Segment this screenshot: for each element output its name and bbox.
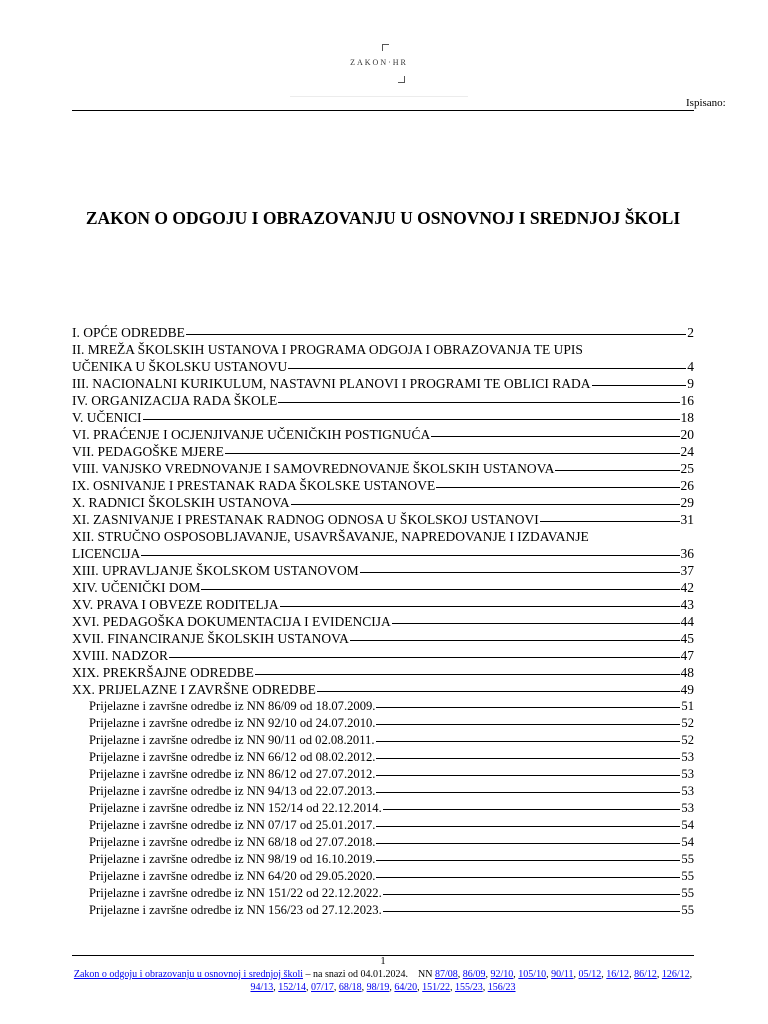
toc-entry-title: III. NACIONALNI KURIKULUM, NASTAVNI PLANOVI I PROGRAMI TE OBLICI RADA — [72, 376, 591, 391]
toc-leader — [592, 385, 687, 386]
toc-entry-title: X. RADNICI ŠKOLSKIH USTANOVA — [72, 495, 290, 510]
toc-entry[interactable] — [72, 545, 694, 562]
toc-page-number: 47 — [680, 648, 694, 663]
toc-page-number: 53 — [681, 801, 694, 815]
toc-page-number: 51 — [681, 699, 694, 713]
toc-leader — [360, 572, 680, 573]
toc-subentry[interactable] — [72, 749, 694, 766]
toc-entry-title: Prijelazne i završne odredbe iz NN 98/19 od 16.10.2019. — [89, 852, 376, 866]
toc-entry[interactable] — [72, 681, 694, 698]
toc-entry-title: Prijelazne i završne odredbe iz NN 90/11 od 02.08.2011. — [89, 733, 375, 747]
toc-entry-title: Prijelazne i završne odredbe iz NN 151/22 od 22.12.2022. — [89, 886, 382, 900]
toc-entry[interactable] — [72, 443, 694, 460]
toc-leader — [376, 826, 680, 827]
toc-leader — [376, 877, 680, 878]
toc-leader — [383, 809, 681, 810]
toc-page-number: 53 — [681, 750, 694, 764]
table-of-contents — [72, 324, 694, 919]
toc-entry-title: XIV. UČENIČKI DOM — [72, 580, 201, 595]
toc-subentry[interactable] — [72, 698, 694, 715]
toc-subentry[interactable] — [72, 834, 694, 851]
toc-leader — [317, 691, 680, 692]
toc-subentry[interactable] — [72, 851, 694, 868]
toc-leader — [555, 470, 679, 471]
toc-page-number: 18 — [680, 410, 694, 425]
toc-entry[interactable] — [72, 647, 694, 664]
toc-entry-title: Prijelazne i završne odredbe iz NN 86/09 od 18.07.2009. — [89, 699, 376, 713]
toc-entry-title: UČENIKA U ŠKOLSKU USTANOVU — [72, 359, 288, 374]
toc-leader — [291, 504, 680, 505]
logo-corner-mark-top — [382, 44, 389, 51]
title-text: ZAKON O ODGOJU I OBRAZOVANJU U OSNOVNOJ I SREDNJOJ ŠKOLI — [85, 208, 681, 228]
toc-page-number: 52 — [681, 716, 694, 730]
toc-page-number: 9 — [687, 376, 694, 391]
toc-entry[interactable] — [72, 664, 694, 681]
toc-leader — [431, 436, 679, 437]
toc-page-number: 29 — [680, 495, 694, 510]
toc-subentry[interactable] — [72, 800, 694, 817]
toc-page-number: 20 — [680, 427, 694, 442]
page-number: 1 — [380, 956, 386, 967]
logo-corner-mark-bottom — [398, 76, 405, 83]
toc-entry[interactable] — [72, 579, 694, 596]
toc-leader — [186, 334, 686, 335]
toc-subentry[interactable] — [72, 783, 694, 800]
toc-entry-title: Prijelazne i završne odredbe iz NN 94/13 od 22.07.2013. — [89, 784, 376, 798]
toc-leader — [376, 775, 680, 776]
logo-text: ZAKON·HR — [350, 58, 408, 67]
toc-subentry[interactable] — [72, 732, 694, 749]
toc-entry[interactable] — [72, 596, 694, 613]
toc-page-number: 4 — [687, 359, 694, 374]
toc-leader — [225, 453, 680, 454]
toc-subentry[interactable] — [72, 715, 694, 732]
toc-entry-title: XVI. PEDAGOŠKA DOKUMENTACIJA I EVIDENCIJA — [72, 614, 391, 629]
nn-ref-link[interactable]: 156/23 — [487, 982, 516, 993]
toc-entry-title: XX. PRIJELAZNE I ZAVRŠNE ODREDBE — [72, 682, 316, 697]
zakon-hr-logo — [290, 40, 468, 98]
toc-entry-title: IX. OSNIVANJE I PRESTANAK RADA ŠKOLSKE USTANOVE — [72, 478, 436, 493]
toc-page-number: 53 — [681, 767, 694, 781]
toc-page-number: 49 — [680, 682, 694, 697]
toc-entry-title: V. UČENICI — [72, 410, 142, 425]
document-title — [72, 203, 694, 234]
toc-entry[interactable] — [72, 375, 694, 392]
toc-leader — [255, 674, 680, 675]
toc-entry[interactable] — [72, 324, 694, 341]
toc-entry-line[interactable] — [72, 528, 694, 545]
toc-leader — [376, 724, 680, 725]
toc-page-number: 37 — [680, 563, 694, 578]
toc-page-number: 42 — [680, 580, 694, 595]
toc-leader — [376, 843, 680, 844]
toc-subentry[interactable] — [72, 868, 694, 885]
toc-page-number: 54 — [681, 835, 694, 849]
toc-entry-title: VIII. VANJSKO VREDNOVANJE I SAMOVREDNOVANJE ŠKOLSKIH USTANOVA — [72, 461, 555, 476]
toc-page-number: 36 — [680, 546, 694, 561]
toc-entry-title: XV. PRAVA I OBVEZE RODITELJA — [72, 597, 279, 612]
toc-entry[interactable] — [72, 477, 694, 494]
toc-entry-title: Prijelazne i završne odredbe iz NN 152/14 od 22.12.2014. — [89, 801, 382, 815]
nn-ref-link[interactable]: 126/12 — [661, 969, 690, 980]
toc-leader — [143, 419, 680, 420]
toc-page-number: 26 — [680, 478, 694, 493]
toc-entry-title: LICENCIJA — [72, 546, 141, 561]
toc-entry-title: XVII. FINANCIRANJE ŠKOLSKIH USTANOVA — [72, 631, 349, 646]
toc-page-number: 24 — [680, 444, 694, 459]
toc-leader — [201, 589, 679, 590]
toc-entry-title: Prijelazne i završne odredbe iz NN 86/12 od 27.07.2012. — [89, 767, 376, 781]
nn-ref-link[interactable]: 94/13 — [250, 982, 274, 993]
toc-page-number: 44 — [680, 614, 694, 629]
nn-ref-link[interactable]: 152/14 — [278, 982, 307, 993]
nn-ref-link[interactable]: 16/12 — [606, 969, 630, 980]
toc-leader — [383, 894, 681, 895]
toc-entry-title: XII. STRUČNO OSPOSOBLJAVANJE, USAVRŠAVANJE, NAPREDOVANJE I IZDAVANJE — [72, 529, 589, 544]
toc-entry-title: Prijelazne i završne odredbe iz NN 64/20 od 29.05.2020. — [89, 869, 376, 883]
toc-leader — [376, 758, 680, 759]
toc-page-number: 52 — [681, 733, 694, 747]
toc-subentry[interactable] — [72, 902, 694, 919]
toc-entry[interactable] — [72, 630, 694, 647]
printed-label: Ispisano: — [686, 97, 726, 109]
footer — [72, 968, 694, 994]
toc-leader — [376, 707, 680, 708]
toc-page-number: 55 — [681, 886, 694, 900]
toc-page-number: 55 — [681, 852, 694, 866]
toc-leader — [392, 623, 680, 624]
toc-entry-title: Prijelazne i završne odredbe iz NN 156/23 od 27.12.2023. — [89, 903, 382, 917]
toc-entry[interactable] — [72, 460, 694, 477]
toc-entry[interactable] — [72, 409, 694, 426]
toc-subentry[interactable] — [72, 766, 694, 783]
toc-entry[interactable] — [72, 494, 694, 511]
nn-ref-link[interactable]: 07/17 — [311, 982, 334, 993]
toc-entry-title: VII. PEDAGOŠKE MJERE — [72, 444, 224, 459]
toc-entry-title: XI. ZASNIVANJE I PRESTANAK RADNOG ODNOSA U ŠKOLSKOJ USTANOVI — [72, 512, 539, 527]
toc-entry-title: Prijelazne i završne odredbe iz NN 07/17 od 25.01.2017. — [89, 818, 376, 832]
nn-ref-link[interactable]: 87/08 — [434, 969, 458, 980]
nn-ref-link[interactable]: 151/22 — [422, 982, 450, 993]
law-status: – na snazi od 04.01.2024. — [303, 969, 408, 980]
toc-page-number: 53 — [681, 784, 694, 798]
toc-page-number: 54 — [681, 818, 694, 832]
toc-page-number: 55 — [681, 903, 694, 917]
toc-leader — [436, 487, 679, 488]
toc-page-number: 2 — [687, 325, 694, 340]
toc-entry[interactable] — [72, 358, 694, 375]
toc-entry-title: Prijelazne i završne odredbe iz NN 92/10 od 24.07.2010. — [89, 716, 376, 730]
nn-ref-link[interactable]: 68/18 — [338, 982, 362, 993]
toc-page-number: 16 — [680, 393, 694, 408]
nn-refs: 87/08, 86/09, 92/10, 105/10, 90/11, 05/12, 16/12, 86/12, 126/12, 94/13, 152/14, 07/17, 68/18, 98/19, 64/20, 151/22, 155/23, 156/23 — [250, 969, 693, 993]
toc-leader — [278, 402, 679, 403]
toc-page-number: 48 — [680, 665, 694, 680]
logo-baseline — [290, 96, 468, 97]
nn-ref-link[interactable]: 105/10 — [518, 969, 547, 980]
toc-page-number: 45 — [680, 631, 694, 646]
nn-ref-link[interactable]: 92/10 — [490, 969, 514, 980]
toc-page-number: 25 — [680, 461, 694, 476]
toc-entry-title: XIII. UPRAVLJANJE ŠKOLSKOM USTANOVOM — [72, 563, 359, 578]
toc-leader — [383, 911, 681, 912]
toc-leader — [350, 640, 680, 641]
nn-ref-link[interactable]: 64/20 — [394, 982, 418, 993]
toc-entry-title: VI. PRAĆENJE I OCJENJIVANJE UČENIČKIH POSTIGNUĆA — [72, 427, 431, 442]
nn-ref-link[interactable]: 86/09 — [462, 969, 486, 980]
toc-leader — [169, 657, 680, 658]
toc-page-number: 31 — [680, 512, 694, 527]
toc-subentry[interactable] — [72, 885, 694, 902]
nn-ref-link[interactable]: 86/12 — [634, 969, 657, 980]
toc-leader — [141, 555, 679, 556]
toc-entry-title: Prijelazne i završne odredbe iz NN 68/18 od 27.07.2018. — [89, 835, 376, 849]
toc-entry[interactable] — [72, 426, 694, 443]
toc-entry-title: IV. ORGANIZACIJA RADA ŠKOLE — [72, 393, 278, 408]
nn-ref-link[interactable]: 90/11 — [551, 969, 574, 980]
toc-entry-title: XVIII. NADZOR — [72, 648, 168, 663]
nn-label: NN — [418, 969, 433, 980]
nn-ref-link[interactable]: 05/12 — [578, 969, 602, 980]
header-rule — [72, 110, 694, 111]
toc-subentry[interactable] — [72, 817, 694, 834]
toc-entry-title: II. MREŽA ŠKOLSKIH USTANOVA I PROGRAMA ODGOJA I OBRAZOVANJA TE UPIS — [72, 342, 583, 357]
toc-entry[interactable] — [72, 511, 694, 528]
toc-leader — [540, 521, 680, 522]
toc-leader — [288, 368, 686, 369]
toc-page-number: 43 — [680, 597, 694, 612]
toc-entry[interactable] — [72, 392, 694, 409]
nn-ref-link[interactable]: 98/19 — [366, 982, 390, 993]
toc-leader — [376, 860, 680, 861]
toc-entry-line[interactable] — [72, 341, 694, 358]
toc-leader — [280, 606, 680, 607]
toc-leader — [376, 792, 680, 793]
toc-page-number: 55 — [681, 869, 694, 883]
toc-leader — [376, 741, 681, 742]
law-link[interactable]: Zakon o odgoju i obrazovanju u osnovnoj i srednjoj školi — [73, 969, 303, 980]
toc-entry[interactable] — [72, 562, 694, 579]
toc-entry-title: Prijelazne i završne odredbe iz NN 66/12 od 08.02.2012. — [89, 750, 376, 764]
toc-entry-title: I. OPĆE ODREDBE — [72, 325, 185, 340]
nn-ref-link[interactable]: 155/23 — [454, 982, 483, 993]
toc-entry-title: XIX. PREKRŠAJNE ODREDBE — [72, 665, 254, 680]
toc-entry[interactable] — [72, 613, 694, 630]
